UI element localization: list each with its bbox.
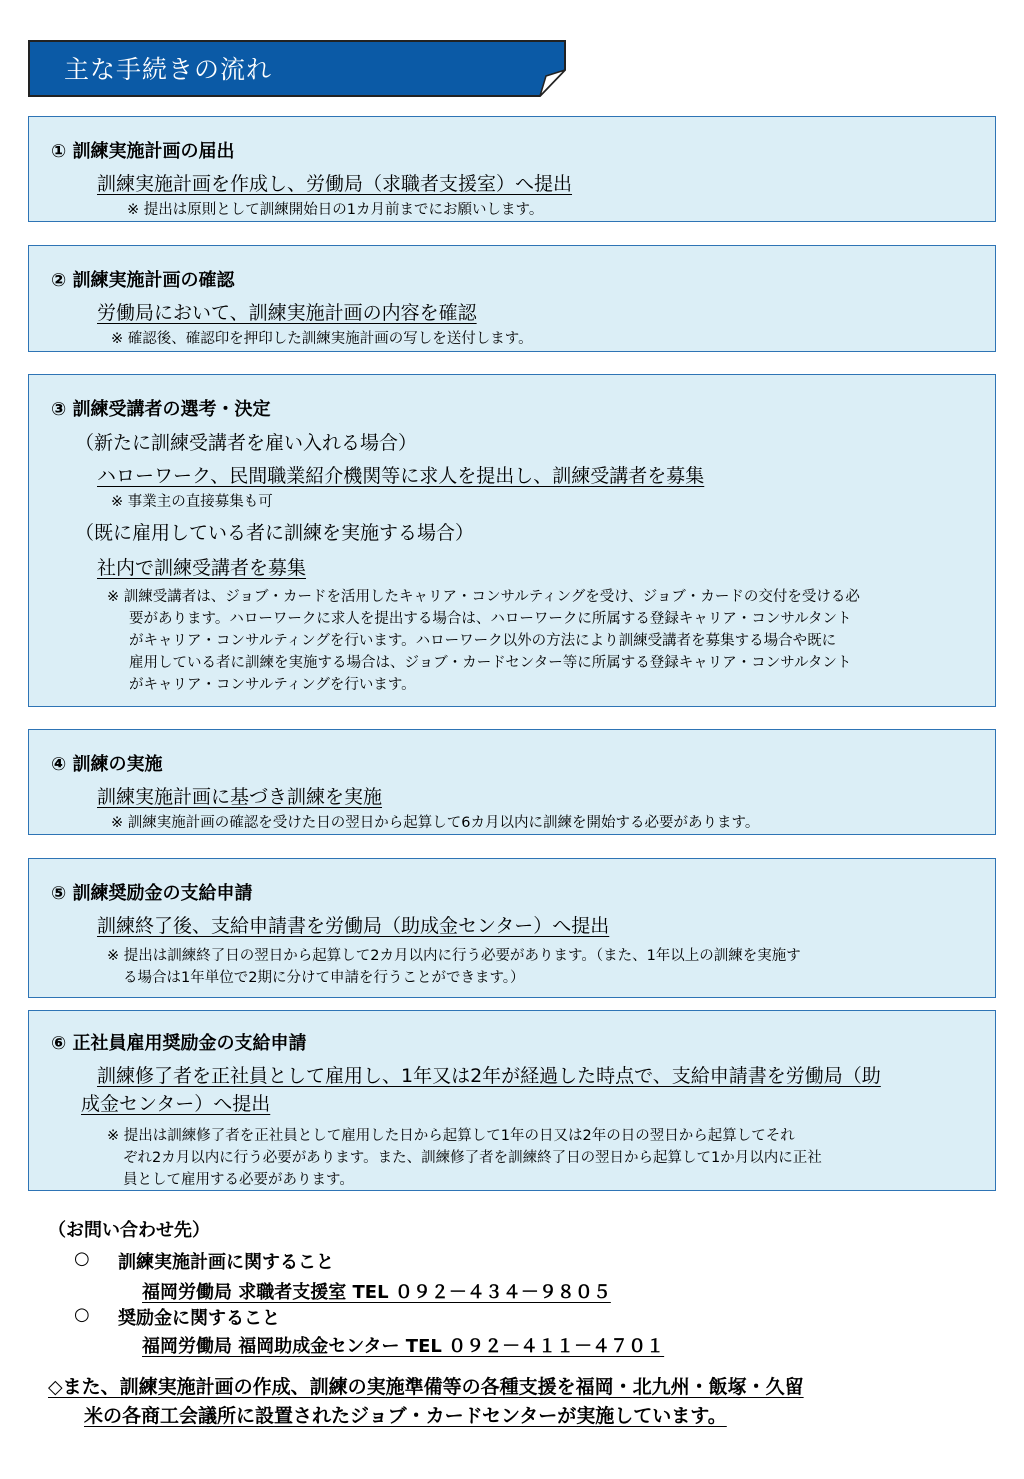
step-6-box (28, 1010, 996, 1191)
step-1-note: ※ 提出は原則として訓練開始日の1カ月前までにお願いします。 (127, 202, 544, 218)
step-4-note: ※ 訓練実施計画の確認を受けた日の翌日から起算して6カ月以内に訓練を開始する必要があります。 (111, 815, 760, 831)
note-line: ※ 提出は訓練終了日の翌日から起算して2カ月以内に行う必要があります。（また、1年以上の訓練を実施す (107, 948, 801, 964)
section-header (28, 40, 566, 96)
note-line: がキャリア・コンサルティングを行います。 (129, 677, 416, 693)
step-6-note (107, 1125, 822, 1191)
step-5-action: 訓練終了後、支給申請書を労働局（助成金センター）へ提出 (97, 915, 610, 937)
step-3-condition-new: （新たに訓練受講者を雇い入れる場合） (75, 432, 418, 454)
contact-bullet-1: ○ (74, 1248, 90, 1269)
step-5-note (107, 945, 801, 989)
contact-bullet-2: ○ (74, 1304, 90, 1325)
contact-detail-1: 福岡労働局 求職者支援室 TEL ０９２－４３４－９８０５ (142, 1282, 611, 1303)
step-6-title: ⑥ 正社員雇用奨励金の支給申請 (51, 1033, 307, 1054)
step-3-note-new: ※ 事業主の直接募集も可 (111, 494, 273, 510)
step-1-action: 訓練実施計画を作成し、労働局（求職者支援室）へ提出 (97, 173, 573, 195)
contact-detail-2: 福岡労働局 福岡助成金センター TEL ０９２－４１１－４７０１ (142, 1336, 665, 1357)
note-line: ぞれ2カ月以内に行う必要があります。また、訓練修了者を訓練終了日の翌日から起算して1か月以内に正社 (123, 1150, 822, 1166)
footer-notice (48, 1373, 978, 1431)
note-line: 要があります。ハローワークに求人を提出する場合は、ハローワークに所属する登録キャリア・コンサルタント (129, 611, 852, 627)
step-2-action: 労働局において、訓練実施計画の内容を確認 (97, 302, 477, 324)
step-4-title: ④ 訓練の実施 (51, 754, 163, 775)
step-1-title: ① 訓練実施計画の届出 (51, 141, 235, 162)
step-3-action-existing: 社内で訓練受講者を募集 (97, 557, 307, 579)
step-4-box (28, 729, 996, 835)
note-line: ※ 提出は訓練修了者を正社員として雇用した日から起算して1年の日又は2年の日の翌日から起算してそれ (107, 1128, 795, 1144)
step-6-action-line-1: 訓練修了者を正社員として雇用し、1年又は2年が経過した時点で、支給申請書を労働局（助 (97, 1065, 881, 1087)
note-line: がキャリア・コンサルティングを行います。ハローワーク以外の方法により訓練受講者を募集する場合や既に (129, 633, 837, 649)
footer-line-2: 米の各商工会議所に設置されたジョブ・カードセンターが実施しています。 (84, 1405, 727, 1427)
note-line: 員として雇用する必要があります。 (123, 1172, 354, 1188)
contact-label-1: 訓練実施計画に関すること (118, 1252, 334, 1273)
step-2-note: ※ 確認後、確認印を押印した訓練実施計画の写しを送付します。 (111, 331, 533, 347)
step-5-box (28, 858, 996, 998)
step-3-box (28, 374, 996, 707)
contact-heading: （お問い合わせ先） (48, 1220, 210, 1241)
note-line: 雇用している者に訓練を実施する場合は、ジョブ・カードセンター等に所属する登録キャリア・コンサルタント (129, 655, 852, 671)
step-1-box (28, 116, 996, 222)
step-3-action-new: ハローワーク、民間職業紹介機関等に求人を提出し、訓練受講者を募集 (97, 465, 705, 487)
step-6-action-line-2: 成金センター）へ提出 (81, 1093, 271, 1115)
contact-label-2: 奨励金に関すること (118, 1308, 280, 1329)
step-2-title: ② 訓練実施計画の確認 (51, 270, 235, 291)
footer-line-1: ◇また、訓練実施計画の作成、訓練の実施準備等の各種支援を福岡・北九州・飯塚・久留 (48, 1376, 804, 1398)
header-title: 主な手続きの流れ (64, 55, 273, 84)
step-5-title: ⑤ 訓練奨励金の支給申請 (51, 883, 253, 904)
step-3-condition-existing: （既に雇用している者に訓練を実施する場合） (75, 522, 475, 544)
step-3-note-career (107, 586, 860, 696)
note-line: る場合は1年単位で2期に分けて申請を行うことができます。） (123, 970, 525, 986)
step-4-action: 訓練実施計画に基づき訓練を実施 (97, 786, 383, 808)
step-2-box (28, 245, 996, 352)
step-3-title: ③ 訓練受講者の選考・決定 (51, 399, 271, 420)
note-line: ※ 訓練受講者は、ジョブ・カードを活用したキャリア・コンサルティングを受け、ジョブ・カードの交付を受ける必 (107, 589, 860, 605)
